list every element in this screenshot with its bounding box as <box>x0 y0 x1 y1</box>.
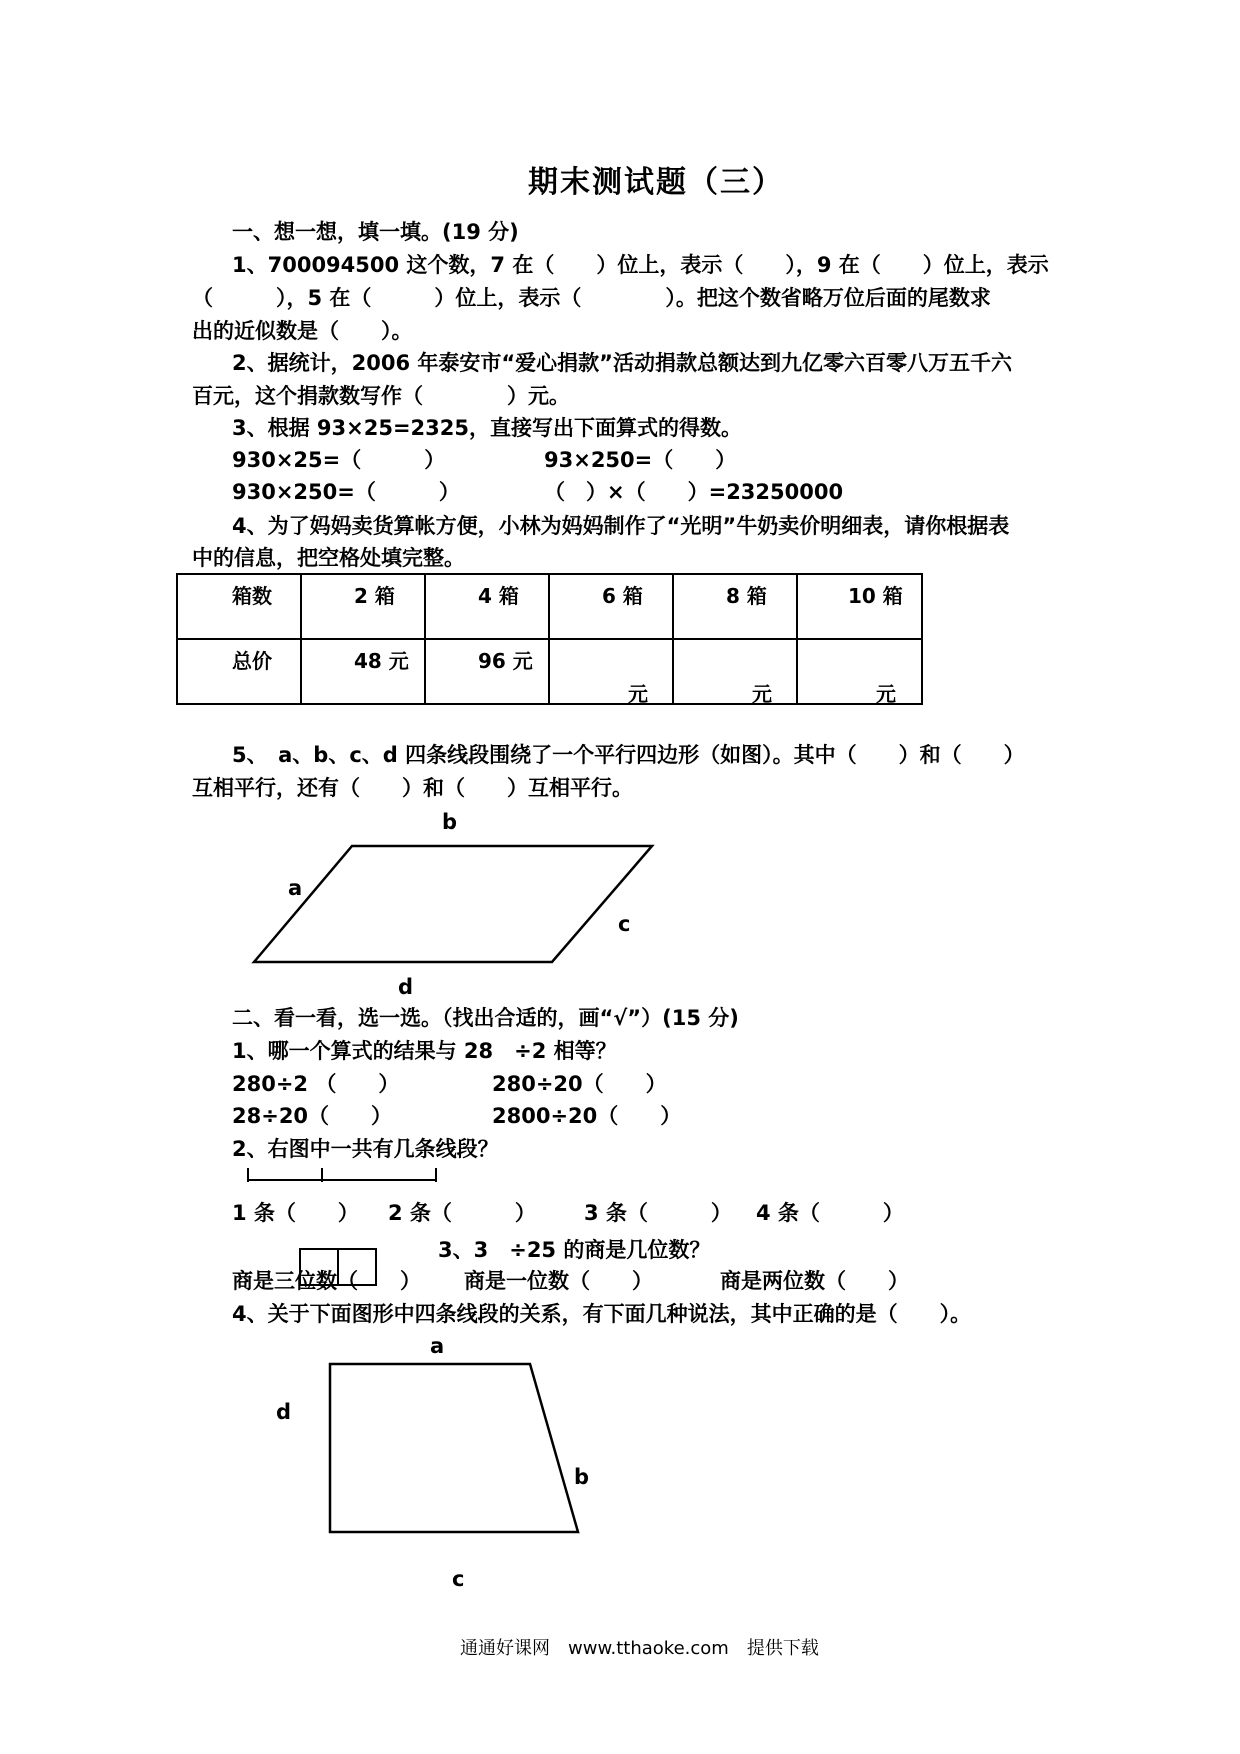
s2-q1-line1: 1、哪一个算式的结果与 28 ÷2 相等？ <box>232 1039 617 1063</box>
q5-line2: 互相平行，还有（ ）和（ ）互相平行。 <box>192 776 633 800</box>
fig1-label-b: b <box>442 810 458 834</box>
table-cell: 元 <box>752 682 772 706</box>
s2-q2-a: 1 条（ ） <box>232 1201 359 1225</box>
s2-q1-c: 28÷20（ ） <box>232 1104 393 1128</box>
s2-q2-c: 3 条（ ） <box>584 1201 732 1225</box>
fig1-label-a: a <box>288 876 303 900</box>
fig2-label-b: b <box>574 1465 590 1489</box>
s2-q2-d: 4 条（ ） <box>756 1201 904 1225</box>
q1-line1: 1、700094500 这个数，7 在（ ）位上，表示（ ），9 在（ ）位上，表示 <box>232 253 1049 277</box>
table-cell: 96 元 <box>478 649 533 673</box>
table-cell: 元 <box>876 682 896 706</box>
q3-b: 93×250=（ ） <box>544 448 737 472</box>
s2-q4-line1: 4、关于下面图形中四条线段的关系，有下面几种说法，其中正确的是（ ）。 <box>232 1302 972 1326</box>
fig2-label-c: c <box>452 1567 465 1591</box>
s2-q2-b: 2 条（ ） <box>388 1201 536 1225</box>
fig2-label-a: a <box>430 1334 445 1358</box>
s2-q3-c: 商是两位数（ ） <box>720 1269 909 1293</box>
s2-q3-b: 商是一位数（ ） <box>464 1269 653 1293</box>
table-cell: 4 箱 <box>478 584 519 608</box>
q1-line2: （ ），5 在（ ）位上，表示（ ）。把这个数省略万位后面的尾数求 <box>192 286 991 310</box>
fig1-label-d: d <box>398 975 414 999</box>
fig2-label-d: d <box>276 1400 292 1424</box>
page-title: 期末测试题（三） <box>528 165 784 200</box>
q3-d: （ ）×（ ）=23250000 <box>544 480 844 504</box>
table-cell: 2 箱 <box>354 584 395 608</box>
q3-c: 930×250=（ ） <box>232 480 460 504</box>
section1-heading: 一、想一想，填一填。(19 分) <box>232 220 519 244</box>
table-cell: 10 箱 <box>848 584 903 608</box>
fig1-label-c: c <box>618 912 631 936</box>
q5-line1: 5、 a、b、c、d 四条线段围绕了一个平行四边形（如图）。其中（ ）和（ ） <box>232 743 1025 767</box>
section2-heading: 二、看一看，选一选。（找出合适的，画“√”）(15 分) <box>232 1006 739 1030</box>
s2-q3-a: 商是三位数（ ） <box>232 1269 421 1293</box>
table-cell: 6 箱 <box>602 584 643 608</box>
s2-q1-d: 2800÷20（ ） <box>492 1104 682 1128</box>
table-cell: 总价 <box>232 649 272 673</box>
table-cell: 箱数 <box>232 584 272 608</box>
q2-line1: 2、据统计，2006 年泰安市“爱心捐款”活动捐款总额达到九亿零六百零八万五千六 <box>232 351 1012 375</box>
s2-q1-b: 280÷20（ ） <box>492 1072 667 1096</box>
table-cell: 元 <box>628 682 648 706</box>
q3-line1: 3、根据 93×25=2325，直接写出下面算式的得数。 <box>232 416 743 440</box>
s2-q2-line1: 2、右图中一共有几条线段？ <box>232 1137 499 1161</box>
table-cell: 48 元 <box>354 649 409 673</box>
q4-line2: 中的信息，把空格处填完整。 <box>192 546 465 570</box>
s2-q1-a: 280÷2 （ ） <box>232 1072 400 1096</box>
footer-text: 通通好课网 www.tthaoke.com 提供下载 <box>460 1638 819 1659</box>
q4-line1: 4、为了妈妈卖货算帐方便，小林为妈妈制作了“光明”牛奶卖价明细表，请你根据表 <box>232 514 1010 538</box>
table-cell: 8 箱 <box>726 584 767 608</box>
q1-line3: 出的近似数是（ ）。 <box>192 319 413 343</box>
q2-line2: 百元，这个捐款数写作（ ）元。 <box>192 384 570 408</box>
s2-q3-line1: 3、3 ÷25 的商是几位数？ <box>438 1238 711 1262</box>
q3-a: 930×25=（ ） <box>232 448 446 472</box>
